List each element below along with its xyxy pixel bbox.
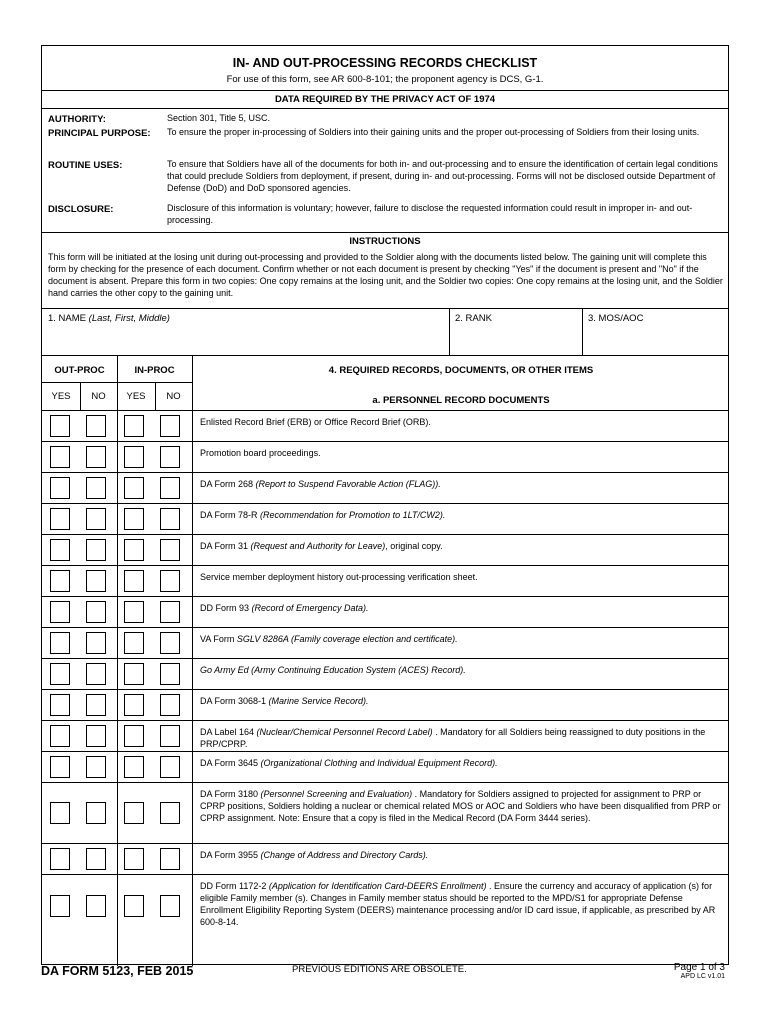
record-item: DD Form 93 (Record of Emergency Data). [200,603,369,613]
in-no-header: NO [166,391,181,402]
in-no-checkbox[interactable] [160,848,180,870]
record-item: Enlisted Record Brief (ERB) or Office Record Brief (ORB). [200,417,431,427]
out-no-checkbox[interactable] [86,415,106,437]
record-item: Go Army Ed (Army Continuing Education System (ACES) Record). [200,665,466,675]
in-yes-checkbox[interactable] [124,570,144,592]
record-item: DA Form 31 (Request and Authority for Leave), original copy. [200,541,443,551]
rank-label: 2. RANK [455,313,492,324]
out-yes-checkbox[interactable] [50,725,70,747]
out-yes-checkbox[interactable] [50,848,70,870]
out-no-checkbox[interactable] [86,570,106,592]
out-no-checkbox[interactable] [86,632,106,654]
form-id: DA FORM 5123, FEB 2015 [41,964,194,978]
out-yes-checkbox[interactable] [50,570,70,592]
record-item: DA Form 3955 (Change of Address and Directory Cards). [200,850,429,860]
out-no-checkbox[interactable] [86,694,106,716]
in-yes-checkbox[interactable] [124,632,144,654]
in-yes-checkbox[interactable] [124,663,144,685]
in-yes-checkbox[interactable] [124,895,144,917]
record-item: DA Form 3180 (Personnel Screening and Evaluation) . Mandatory for Soldiers assigned to projected for assignment to PRP or CPRP positions, Soldiers holding a nuclear or chemical related MOS or AOC and Soldiers who have been disqualified from PRP or CPRP assignment. Note: Ensure that a copy is filed in the Medical Record (DA Form 3444 series). [200,789,721,823]
purpose-label: PRINCIPAL PURPOSE: [48,128,151,139]
out-yes-header: YES [51,391,71,402]
in-no-checkbox[interactable] [160,415,180,437]
in-yes-checkbox[interactable] [124,848,144,870]
in-no-checkbox[interactable] [160,539,180,561]
out-no-checkbox[interactable] [86,446,106,468]
in-yes-checkbox[interactable] [124,477,144,499]
out-no-header: NO [91,391,106,402]
name-input[interactable] [48,330,443,352]
out-yes-checkbox[interactable] [50,663,70,685]
record-item: DA Form 3068-1 (Marine Service Record). [200,696,369,706]
out-no-checkbox[interactable] [86,802,106,824]
in-no-checkbox[interactable] [160,508,180,530]
record-item: DA Label 164 (Nuclear/Chemical Personnel Record Label) . Mandatory for all Soldiers being reassigned to duty positions in the PRP/CPRP. [200,727,706,749]
out-yes-checkbox[interactable] [50,756,70,778]
record-item: DA Form 78-R (Recommendation for Promotion to 1LT/CW2). [200,510,446,520]
in-yes-header: YES [126,391,146,402]
instructions-text: This form will be initiated at the losing unit during out-processing and provided to the Soldier along with the documents listed below. The gaining unit will complete this form by checking for the presence of each document. Confirm whether or not each document is present by checking "Yes" if the document is present and "No" if the document is absent. Prepare this form in two copies: One copy remains at the losing unit, and the Soldier two copies: One copy remains at the losing unit, and the Soldier hand carries the other copy to the gaining unit. [48,252,723,298]
out-no-checkbox[interactable] [86,601,106,623]
in-no-checkbox[interactable] [160,446,180,468]
out-yes-checkbox[interactable] [50,446,70,468]
page-number: Page 1 of 3 [673,962,725,973]
record-item: DA Form 268 (Report to Suspend Favorable Action (FLAG)). [200,479,441,489]
in-no-checkbox[interactable] [160,756,180,778]
record-item: DD Form 1172-2 (Application for Identification Card-DEERS Enrollment) . Ensure the currency and accuracy of application (s) for eligible Family member (s). Changes in Family member status should be reported to the MPD/S1 for appropriate Defense Enrollment Eligibility Reporting System (DEERS) maintenance processing and/or ID card issue, if applicable, as prescribed by AR 600-8-14. [200,881,716,927]
items-header: 4. REQUIRED RECORDS, DOCUMENTS, OR OTHER ITEMS [328,365,594,376]
out-no-checkbox[interactable] [86,895,106,917]
in-yes-checkbox[interactable] [124,446,144,468]
out-yes-checkbox[interactable] [50,694,70,716]
in-no-checkbox[interactable] [160,895,180,917]
out-no-checkbox[interactable] [86,725,106,747]
out-yes-checkbox[interactable] [50,539,70,561]
out-yes-checkbox[interactable] [50,415,70,437]
in-no-checkbox[interactable] [160,632,180,654]
in-proc-header: IN-PROC [134,365,175,376]
out-yes-checkbox[interactable] [50,895,70,917]
out-no-checkbox[interactable] [86,756,106,778]
out-yes-checkbox[interactable] [50,508,70,530]
privacy-act-header: DATA REQUIRED BY THE PRIVACY ACT OF 1974 [274,94,496,105]
authority-text: Section 301, Title 5, USC. [167,113,271,123]
mos-label: 3. MOS/AOC [588,313,644,324]
in-yes-checkbox[interactable] [124,802,144,824]
purpose-text: To ensure the proper in-processing of Soldiers into their gaining units and the proper out-processing of Soldiers from their losing units. [167,127,700,137]
record-item: Promotion board proceedings. [200,448,321,458]
page-info [674,962,725,980]
out-no-checkbox[interactable] [86,848,106,870]
authority-label: AUTHORITY: [48,114,106,125]
routine-uses-text: To ensure that Soldiers have all of the documents for both in- and out-processing and to ensure the identification of certain legal conditions that could preclude Soldiers from deployment, if present, during in- and out-processing. Forms will not be disclosed outside Department of Defense (DoD) and DoD sponsored agencies. [167,159,718,193]
in-no-checkbox[interactable] [160,663,180,685]
in-no-checkbox[interactable] [160,601,180,623]
in-yes-checkbox[interactable] [124,694,144,716]
instructions-header: INSTRUCTIONS [349,236,421,247]
disclosure-text: Disclosure of this information is voluntary; however, failure to disclose the requested information could result in improper in- and out-processing. [167,203,693,225]
form-title: IN- AND OUT-PROCESSING RECORDS CHECKLIST [232,56,538,70]
section-a-header: a. PERSONNEL RECORD DOCUMENTS [372,395,550,406]
in-yes-checkbox[interactable] [124,725,144,747]
out-yes-checkbox[interactable] [50,802,70,824]
out-yes-checkbox[interactable] [50,477,70,499]
record-item: Service member deployment history out-processing verification sheet. [200,572,478,582]
disclosure-label: DISCLOSURE: [48,204,114,215]
mos-input[interactable] [588,330,722,352]
version-label: APD LC v1.01 [680,973,725,980]
record-item: VA Form SGLV 8286A (Family coverage election and certificate). [200,634,458,644]
out-no-checkbox[interactable] [86,477,106,499]
out-yes-checkbox[interactable] [50,632,70,654]
form-subtitle: For use of this form, see AR 600-8-101; the proponent agency is DCS, G-1. [226,74,544,85]
rank-input[interactable] [455,330,577,352]
in-no-checkbox[interactable] [160,725,180,747]
in-yes-checkbox[interactable] [124,508,144,530]
in-yes-checkbox[interactable] [124,415,144,437]
in-yes-checkbox[interactable] [124,539,144,561]
in-yes-checkbox[interactable] [124,601,144,623]
form-page [41,45,729,965]
out-no-checkbox[interactable] [86,508,106,530]
name-label: 1. NAME (Last, First, Middle) [48,313,170,324]
in-yes-checkbox[interactable] [124,756,144,778]
in-no-checkbox[interactable] [160,570,180,592]
out-yes-checkbox[interactable] [50,601,70,623]
obsolete-note: PREVIOUS EDITIONS ARE OBSOLETE. [292,964,467,975]
in-no-checkbox[interactable] [160,802,180,824]
out-no-checkbox[interactable] [86,663,106,685]
in-no-checkbox[interactable] [160,694,180,716]
in-no-checkbox[interactable] [160,477,180,499]
routine-uses-label: ROUTINE USES: [48,160,123,171]
record-item: DA Form 3645 (Organizational Clothing and Individual Equipment Record). [200,758,498,768]
out-no-checkbox[interactable] [86,539,106,561]
out-proc-header: OUT-PROC [54,365,105,376]
